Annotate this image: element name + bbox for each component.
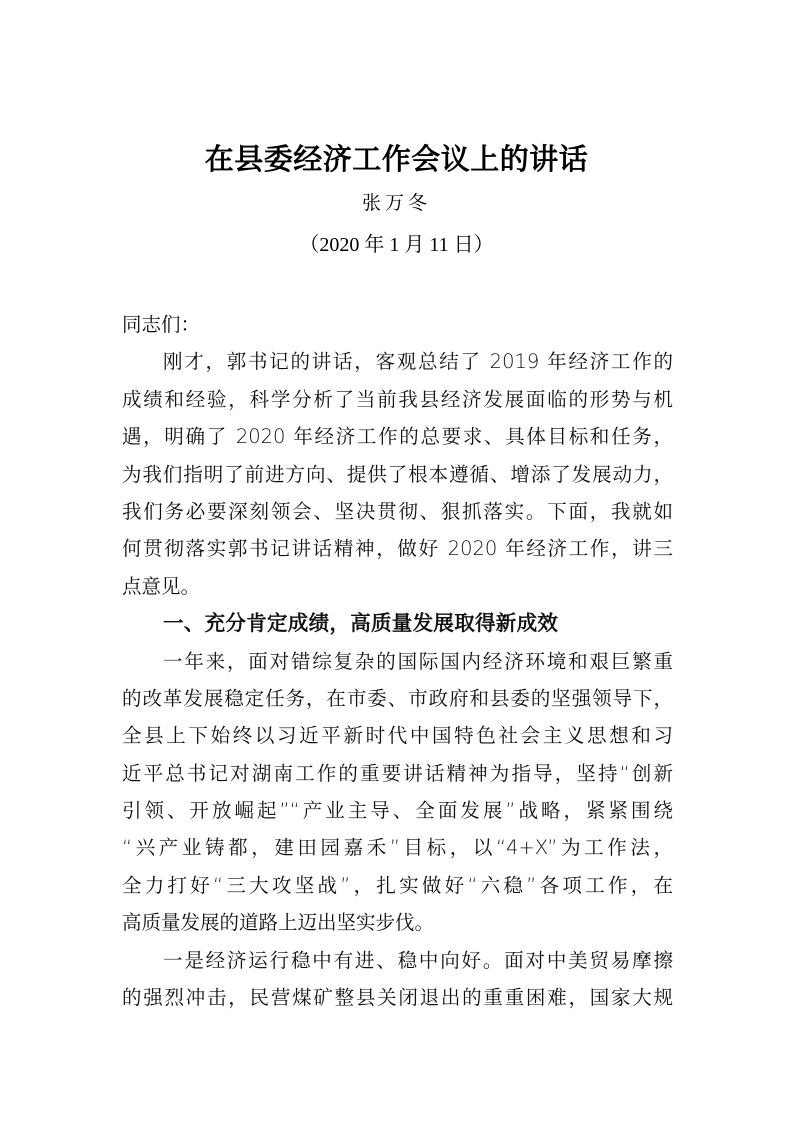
text-line: 何贯彻落实郭书记讲话精神，做好 2020 年经济工作，讲三 [122, 537, 673, 561]
text-line: 一年来，面对错综复杂的国际国内经济环境和艰巨繁重 [163, 649, 673, 673]
text-line: 我们务必要深刻领会、坚决贯彻、狠抓落实。下面，我就如 [122, 499, 673, 523]
text-line: 点意见。 [122, 574, 201, 598]
text-line: 遇，明确了 2020 年经济工作的总要求、具体目标和任务， [122, 425, 673, 449]
text-line: 为我们指明了前进方向、提供了根本遵循、增添了发展动力， [122, 462, 673, 486]
text-line: 的改革发展稳定任务，在市委、市政府和县委的坚强领导下， [122, 686, 673, 710]
text-line: 全县上下始终以习近平新时代中国特色社会主义思想和习 [122, 724, 673, 748]
document-author: 张万冬 [361, 192, 431, 214]
text-line: 成绩和经验，科学分析了当前我县经济发展面临的形势与机 [122, 387, 673, 411]
text-line: 的强烈冲击，民营煤矿整县关闭退出的重重困难，国家大规 [122, 986, 673, 1010]
text-line: 一是经济运行稳中有进、稳中向好。面对中美贸易摩擦 [163, 948, 673, 972]
document-date: （2020 年 1 月 11 日） [299, 234, 494, 256]
text-line: 引领、开放崛起”“产业主导、全面发展”战略，紧紧围绕 [122, 799, 673, 823]
document-title: 在县委经济工作会议上的讲话 [204, 142, 589, 176]
salutation: 同志们： [122, 313, 201, 336]
text-line: “兴产业铸都，建田园嘉禾”目标，以“4+X”为工作法， [122, 836, 673, 860]
text-line: 刚才，郭书记的讲话，客观总结了 2019 年经济工作的 [163, 350, 673, 374]
text-line: 近平总书记对湖南工作的重要讲话精神为指导，坚持“创新 [122, 761, 673, 785]
text-line: 高质量发展的道路上迈出坚实步伐。 [122, 911, 435, 935]
section-heading: 一、充分肯定成绩，高质量发展取得新成效 [163, 612, 559, 636]
document-body [122, 306, 673, 1016]
text-line: 全力打好“三大攻坚战”，扎实做好“六稳”各项工作，在 [122, 873, 673, 897]
